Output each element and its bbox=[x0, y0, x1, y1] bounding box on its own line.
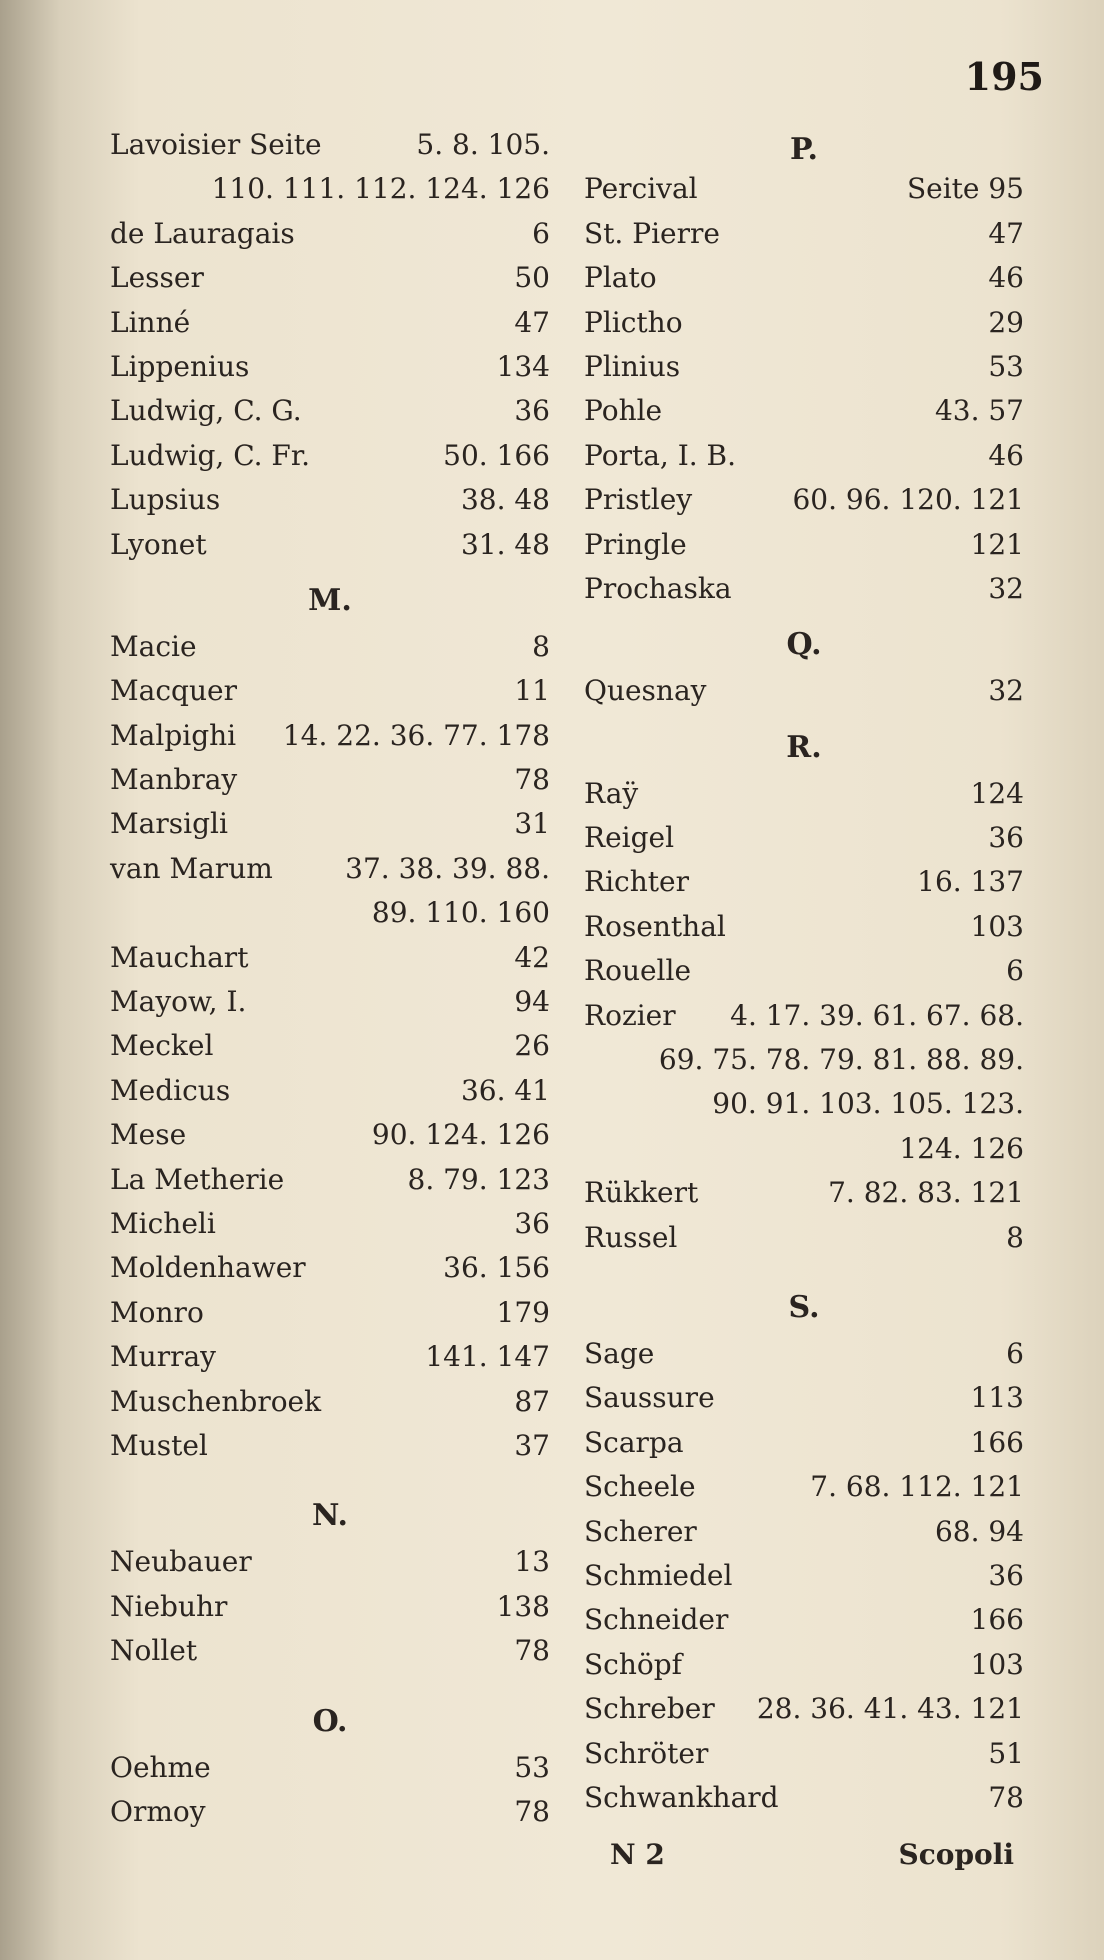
section-heading-n: N. bbox=[312, 1498, 348, 1534]
index-entry bbox=[584, 954, 1024, 998]
entry-pages: 11 bbox=[514, 674, 550, 708]
index-entry bbox=[110, 1545, 550, 1589]
index-entry bbox=[584, 777, 1024, 821]
entry-pages: 29 bbox=[988, 305, 1024, 339]
entry-name: Ludwig, C. Fr. bbox=[110, 438, 311, 472]
entry-name: Schneider bbox=[584, 1603, 729, 1637]
index-entry bbox=[584, 217, 1024, 261]
entry-name: Schmiedel bbox=[584, 1558, 733, 1592]
index-entry bbox=[110, 719, 550, 763]
entry-name: Plato bbox=[584, 261, 657, 295]
entry-pages: 8. 79. 123 bbox=[407, 1162, 550, 1196]
entry-pages: 113 bbox=[970, 1381, 1024, 1415]
entry-name: Niebuhr bbox=[110, 1589, 228, 1623]
entry-pages: Seite 95 bbox=[906, 172, 1024, 206]
entry-name: Rükkert bbox=[584, 1176, 699, 1210]
entry-name: Neubauer bbox=[110, 1545, 252, 1579]
spacer bbox=[584, 1265, 1024, 1279]
entry-name: Plinius bbox=[584, 349, 681, 383]
entry-pages: 68. 94 bbox=[934, 1514, 1024, 1548]
entry-pages: 31. 48 bbox=[460, 527, 550, 561]
entry-pages: 16. 137 bbox=[917, 865, 1024, 899]
entry-continuation: 69. 75. 78. 79. 81. 88. 89. bbox=[658, 1043, 1024, 1077]
index-entry bbox=[584, 1692, 1024, 1736]
entry-pages: 47 bbox=[988, 216, 1024, 250]
entry-continuation: 110. 111. 112. 124. 126 bbox=[211, 172, 550, 206]
entry-name: van Marum bbox=[110, 851, 273, 885]
entry-name: Moldenhawer bbox=[110, 1251, 306, 1285]
index-entry bbox=[584, 572, 1024, 616]
entry-pages: 103 bbox=[970, 909, 1024, 943]
section-heading-s: S. bbox=[788, 1289, 820, 1325]
index-entry bbox=[584, 1381, 1024, 1425]
index-entry bbox=[584, 1426, 1024, 1470]
entry-pages: 7. 68. 112. 121 bbox=[810, 1470, 1024, 1504]
entry-pages: 51 bbox=[988, 1736, 1024, 1770]
entry-pages: 166 bbox=[970, 1425, 1024, 1459]
entry-name: Quesnay bbox=[584, 674, 707, 708]
section-heading-q: Q. bbox=[786, 627, 822, 663]
right-column bbox=[584, 128, 1024, 1825]
index-entry bbox=[584, 865, 1024, 909]
entry-name: Monro bbox=[110, 1295, 204, 1329]
index-entry bbox=[110, 1207, 550, 1251]
entry-pages: 32 bbox=[988, 674, 1024, 708]
entry-name: Nollet bbox=[110, 1634, 198, 1668]
entry-pages: 50 bbox=[514, 261, 550, 295]
index-entry bbox=[584, 1737, 1024, 1781]
entry-pages: 179 bbox=[496, 1295, 550, 1329]
entry-pages: 53 bbox=[988, 349, 1024, 383]
section-heading-p: P. bbox=[789, 132, 819, 167]
index-entry bbox=[110, 1385, 550, 1429]
entry-pages: 103 bbox=[970, 1647, 1024, 1681]
entry-continuation: 90. 91. 103. 105. 123. bbox=[712, 1087, 1024, 1121]
index-entry bbox=[584, 1337, 1024, 1381]
index-entry bbox=[110, 439, 550, 483]
entry-name: Percival bbox=[584, 172, 698, 206]
entry-pages: 78 bbox=[514, 1794, 550, 1828]
index-entry bbox=[584, 1559, 1024, 1603]
entry-pages: 32 bbox=[988, 571, 1024, 605]
index-entry bbox=[584, 1470, 1024, 1514]
entry-pages: 47 bbox=[514, 305, 550, 339]
left-column bbox=[110, 128, 550, 1839]
entry-name: Lupsius bbox=[110, 483, 221, 517]
index-entry bbox=[110, 306, 550, 350]
index-entry bbox=[584, 999, 1024, 1043]
entry-name: Lyonet bbox=[110, 527, 207, 561]
index-entry bbox=[110, 1118, 550, 1162]
entry-pages: 124 bbox=[970, 776, 1024, 810]
entry-name: Pohle bbox=[584, 394, 663, 428]
spacer bbox=[110, 1473, 550, 1487]
section-heading-m: M. bbox=[308, 582, 352, 618]
entry-name: Ormoy bbox=[110, 1794, 206, 1828]
entry-name: Schreber bbox=[584, 1692, 715, 1726]
entry-name: Rosenthal bbox=[584, 909, 726, 943]
entry-name: Mustel bbox=[110, 1428, 208, 1462]
entry-pages: 36 bbox=[988, 821, 1024, 855]
entry-name: Sage bbox=[584, 1336, 655, 1370]
index-entry bbox=[584, 394, 1024, 438]
entry-pages: 36 bbox=[514, 394, 550, 428]
entry-name: Mauchart bbox=[110, 940, 249, 974]
index-entry bbox=[110, 128, 550, 172]
entry-pages: 78 bbox=[514, 1634, 550, 1668]
entry-name: Reigel bbox=[584, 821, 675, 855]
index-entry bbox=[110, 350, 550, 394]
entry-pages: 14. 22. 36. 77. 178 bbox=[282, 718, 550, 752]
catchword: Scopoli bbox=[898, 1838, 1014, 1871]
entry-pages: 28. 36. 41. 43. 121 bbox=[756, 1692, 1024, 1726]
entry-pages: 37. 38. 39. 88. bbox=[345, 851, 550, 885]
entry-name: Prochaska bbox=[584, 571, 732, 605]
index-entry bbox=[110, 483, 550, 527]
index-entry bbox=[584, 261, 1024, 305]
index-entry bbox=[110, 394, 550, 438]
index-entry bbox=[110, 1163, 550, 1207]
entry-name: Linné bbox=[110, 305, 191, 339]
entry-pages: 43. 57 bbox=[934, 394, 1024, 428]
entry-pages: 26 bbox=[514, 1029, 550, 1063]
index-entry bbox=[110, 1429, 550, 1473]
entry-pages: 4. 17. 39. 61. 67. 68. bbox=[730, 998, 1024, 1032]
index-entry bbox=[584, 528, 1024, 572]
section-heading-r: R. bbox=[786, 729, 822, 765]
entry-name: Manbray bbox=[110, 763, 238, 797]
index-entry bbox=[584, 1781, 1024, 1825]
entry-name: Plictho bbox=[584, 305, 683, 339]
index-entry bbox=[110, 1795, 550, 1839]
entry-name: Scherer bbox=[584, 1514, 697, 1548]
entry-pages: 42 bbox=[514, 940, 550, 974]
entry-name: Macie bbox=[110, 629, 197, 663]
index-entry bbox=[110, 674, 550, 718]
entry-pages: 13 bbox=[514, 1545, 550, 1579]
index-entry bbox=[110, 630, 550, 674]
entry-name: Rozier bbox=[584, 998, 676, 1032]
entry-pages: 78 bbox=[514, 763, 550, 797]
entry-pages: 90. 124. 126 bbox=[371, 1118, 550, 1152]
index-entry bbox=[584, 1176, 1024, 1220]
page-number: 195 bbox=[964, 54, 1044, 99]
entry-name: Macquer bbox=[110, 674, 237, 708]
index-entry bbox=[110, 528, 550, 572]
entry-pages: 8 bbox=[1006, 1220, 1024, 1254]
entry-pages: 94 bbox=[514, 985, 550, 1019]
entry-pages: 78 bbox=[988, 1780, 1024, 1814]
section-heading-o: O. bbox=[312, 1703, 348, 1739]
entry-name: Murray bbox=[110, 1340, 216, 1374]
entry-name: Meckel bbox=[110, 1029, 214, 1063]
entry-name: St. Pierre bbox=[584, 216, 720, 250]
entry-name: Schröter bbox=[584, 1736, 709, 1770]
entry-name: La Metherie bbox=[110, 1162, 285, 1196]
entry-pages: 8 bbox=[532, 629, 550, 663]
index-entry bbox=[110, 217, 550, 261]
index-entry bbox=[584, 674, 1024, 718]
index-entry bbox=[110, 1251, 550, 1295]
index-entry bbox=[110, 1074, 550, 1118]
index-entry bbox=[110, 763, 550, 807]
entry-name: de Lauragais bbox=[110, 216, 295, 250]
index-entry bbox=[584, 1603, 1024, 1647]
entry-name: Mese bbox=[110, 1118, 187, 1152]
entry-name: Scheele bbox=[584, 1470, 696, 1504]
entry-name: Russel bbox=[584, 1220, 678, 1254]
entry-pages: 7. 82. 83. 121 bbox=[828, 1176, 1024, 1210]
index-entry bbox=[110, 807, 550, 851]
entry-pages: 36. 156 bbox=[443, 1251, 550, 1285]
entry-name: Porta, I. B. bbox=[584, 438, 737, 472]
entry-name: Lippenius bbox=[110, 349, 250, 383]
entry-pages: 166 bbox=[970, 1603, 1024, 1637]
entry-name: Pringle bbox=[584, 527, 687, 561]
entry-pages: 50. 166 bbox=[443, 438, 550, 472]
index-entry bbox=[110, 985, 550, 1029]
index-entry bbox=[584, 821, 1024, 865]
entry-pages: 121 bbox=[970, 527, 1024, 561]
index-entry bbox=[584, 1221, 1024, 1265]
entry-name: Pristley bbox=[584, 483, 693, 517]
index-entry bbox=[110, 1029, 550, 1073]
page-footer bbox=[610, 1838, 1014, 1871]
index-entry bbox=[584, 439, 1024, 483]
entry-pages: 6 bbox=[1006, 954, 1024, 988]
signature-mark: N 2 bbox=[610, 1838, 665, 1871]
entry-name: Micheli bbox=[110, 1206, 216, 1240]
index-entry bbox=[584, 910, 1024, 954]
entry-pages: 36. 41 bbox=[460, 1073, 550, 1107]
entry-pages: 87 bbox=[514, 1384, 550, 1418]
index-entry bbox=[584, 350, 1024, 394]
index-entry bbox=[584, 483, 1024, 527]
entry-pages: 36 bbox=[988, 1558, 1024, 1592]
entry-pages: 36 bbox=[514, 1206, 550, 1240]
entry-name: Muschenbroek bbox=[110, 1384, 322, 1418]
entry-pages: 31 bbox=[514, 807, 550, 841]
index-entry bbox=[110, 1296, 550, 1340]
index-entry bbox=[110, 941, 550, 985]
entry-name: Mayow, I. bbox=[110, 985, 247, 1019]
entry-name: Schwankhard bbox=[584, 1780, 779, 1814]
index-entry bbox=[110, 852, 550, 896]
entry-name: Richter bbox=[584, 865, 689, 899]
index-entry bbox=[584, 1648, 1024, 1692]
entry-name: Saussure bbox=[584, 1381, 715, 1415]
entry-name: Scarpa bbox=[584, 1425, 684, 1459]
entry-pages: 37 bbox=[514, 1428, 550, 1462]
entry-pages: 46 bbox=[988, 261, 1024, 295]
entry-pages: 60. 96. 120. 121 bbox=[792, 483, 1024, 517]
entry-name: Schöpf bbox=[584, 1647, 683, 1681]
index-entry bbox=[584, 172, 1024, 216]
entry-pages: 138 bbox=[496, 1589, 550, 1623]
entry-pages: 38. 48 bbox=[460, 483, 550, 517]
entry-name: Marsigli bbox=[110, 807, 228, 841]
entry-pages: 46 bbox=[988, 438, 1024, 472]
entry-pages: 6 bbox=[532, 216, 550, 250]
entry-name: Rouelle bbox=[584, 954, 692, 988]
index-entry bbox=[584, 1515, 1024, 1559]
entry-pages: 141. 147 bbox=[425, 1340, 550, 1374]
index-entry bbox=[110, 1340, 550, 1384]
entry-pages: 134 bbox=[496, 349, 550, 383]
entry-name: Oehme bbox=[110, 1750, 211, 1784]
entry-pages: 53 bbox=[514, 1750, 550, 1784]
index-entry bbox=[110, 1634, 550, 1678]
entry-name: Lavoisier Seite bbox=[110, 128, 322, 161]
index-entry bbox=[110, 1590, 550, 1634]
entry-continuation: 124. 126 bbox=[899, 1131, 1024, 1165]
index-entry bbox=[110, 261, 550, 305]
entry-name: Malpighi bbox=[110, 718, 237, 752]
entry-name: Medicus bbox=[110, 1073, 231, 1107]
entry-continuation: 89. 110. 160 bbox=[371, 896, 550, 930]
entry-name: Ludwig, C. G. bbox=[110, 394, 302, 428]
entry-pages: 5. 8. 105. bbox=[416, 128, 550, 161]
spacer bbox=[110, 1679, 550, 1693]
entry-name: Lesser bbox=[110, 261, 204, 295]
index-entry bbox=[110, 1751, 550, 1795]
entry-pages: 6 bbox=[1006, 1336, 1024, 1370]
index-entry bbox=[584, 306, 1024, 350]
entry-name: Raÿ bbox=[584, 776, 639, 810]
